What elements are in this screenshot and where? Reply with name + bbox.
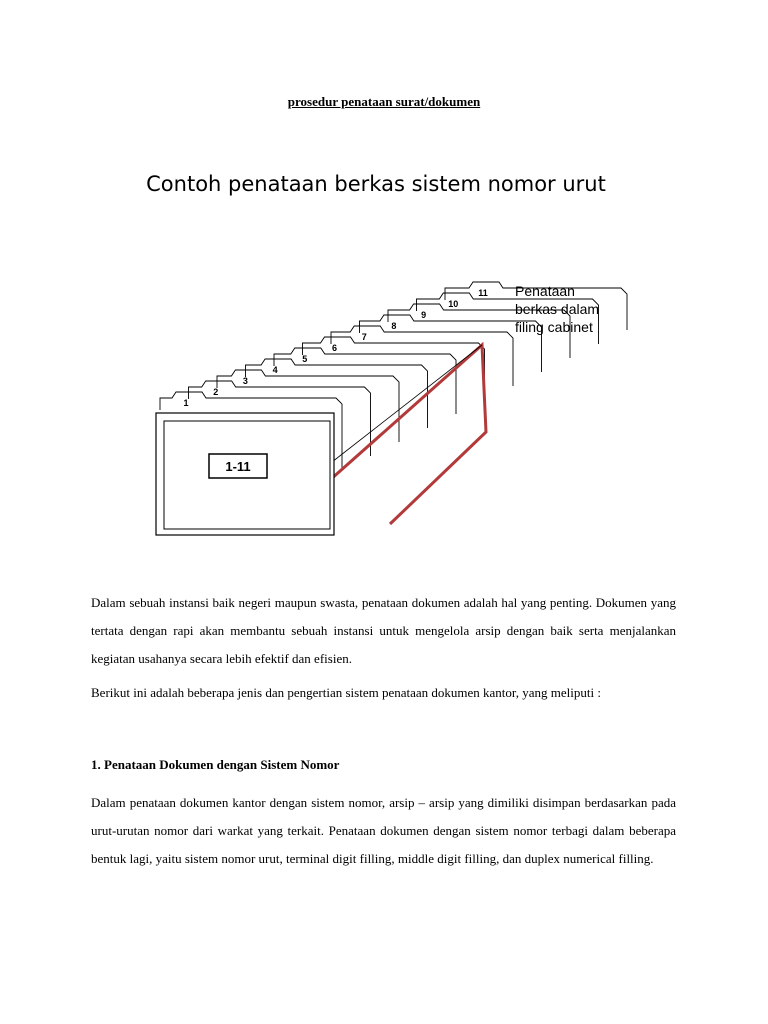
folder-tab-label: 9 [421,310,427,320]
document-title: prosedur penataan surat/dokumen [287,94,481,109]
folder-tab-label: 2 [213,387,219,397]
folder-tab-label: 4 [272,365,278,375]
paragraph-intro: Dalam sebuah instansi baik negeri maupun swasta, penataan dokumen adalah hal yang penting. Dokumen yang tertata dengan rapi akan membantu sebuah instansi untuk mengelola arsip dengan baik serta menjalankan kegiatan usahanya secara lebih efektif dan efisien. [91,595,676,666]
filing-diagram [0,150,768,550]
folder-tab-label: 7 [361,332,367,342]
folder-tab-label: 6 [331,343,338,353]
side-caption-line-3: filing cabinet [515,319,593,335]
folder-tab-label: 3 [242,376,248,386]
folder-tab-label: 8 [391,321,397,331]
folder-tab-label: 1 [183,398,189,408]
front-label: 1-11 [225,459,251,474]
figure-title: Contoh penataan berkas sistem nomor urut [146,172,606,196]
folder-outline [331,326,513,386]
filing-cabinet-figure [0,150,768,550]
folder-tab-label: 10 [448,299,459,309]
section-heading: 1. Penataan Dokumen dengan Sistem Nomor [91,757,340,772]
folder-tab-label: 11 [478,288,488,298]
cabinet-top-edge [332,345,482,462]
side-caption-line-1: Penataan [515,283,575,299]
folder-tab-label: 5 [302,354,308,364]
side-caption-line-2: berkas dalam [515,301,600,317]
paragraph-list-intro: Berikut ini adalah beberapa jenis dan pengertian sistem penataan dokumen kantor, yang meliputi : [91,685,601,700]
cabinet-rail [330,345,486,524]
tab-labels [183,288,487,408]
paragraph-number-system: Dalam penataan dokumen kantor dengan sistem nomor, arsip – arsip yang dimiliki disimpan berdasarkan pada urut-urutan nomor dari warkat yang terkait. Penataan dokumen dengan sistem nomor terbagi dalam beberapa bentuk lagi, yaitu sistem nomor urut, terminal digit filling, middle digit filling, dan duplex numerical filling. [91,795,676,866]
